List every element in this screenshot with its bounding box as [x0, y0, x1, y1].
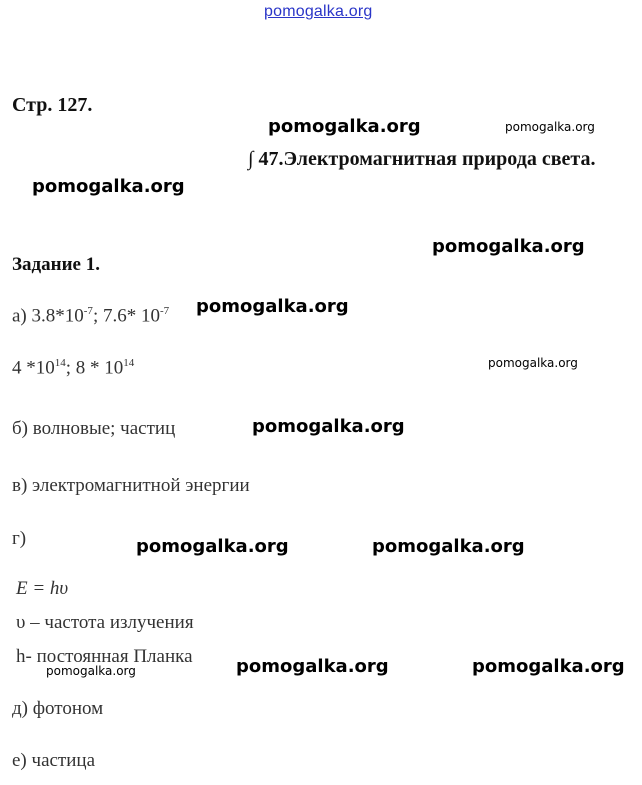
watermark-text: pomogalka.org [268, 116, 421, 137]
answer-a-line-1-exponent-2: -7 [159, 305, 170, 317]
answer-a-line-2-prefix: 4 *10 [12, 357, 55, 379]
answer-b: б) волновые; частиц [12, 418, 176, 439]
answer-a-line-2 [12, 357, 134, 379]
watermark-text: pomogalka.org [472, 656, 625, 677]
answer-v: в) электромагнитной энергии [12, 475, 250, 496]
section-title: ∫ 47.Электромагнитная природа света. [248, 148, 596, 170]
answer-a-line-2-exponent-2: 14 [123, 357, 135, 369]
watermark-text: pomogalka.org [196, 296, 349, 317]
formula-energy: E = hυ [16, 578, 69, 599]
definition-h: h- постоянная Планка [16, 646, 193, 667]
watermark-text: pomogalka.org [252, 416, 405, 437]
definition-nu: υ – частота излучения [16, 612, 194, 633]
answer-a-line-1-exponent-1: -7 [83, 305, 93, 317]
watermark-text: pomogalka.org [432, 236, 585, 257]
watermark-text: pomogalka.org [372, 536, 525, 557]
watermark-text: pomogalka.org [488, 356, 578, 370]
watermark-text: pomogalka.org [236, 656, 389, 677]
answer-d: д) фотоном [12, 698, 104, 719]
watermark-text: pomogalka.org [32, 176, 185, 197]
watermark-text: pomogalka.org [46, 664, 136, 678]
watermark-text: pomogalka.org [505, 120, 595, 134]
answer-g: г) [12, 528, 27, 549]
page-label: Стр. 127. [12, 94, 93, 116]
answer-a-line-1-mid: ; 7.6* 10 [92, 305, 160, 327]
watermark-text: pomogalka.org [136, 536, 289, 557]
answer-e: е) частица [12, 750, 96, 771]
answer-a-line-2-exponent-1: 14 [54, 357, 66, 369]
answer-a-line-2-mid: ; 8 * 10 [65, 357, 124, 379]
task-title: Задание 1. [12, 254, 100, 275]
top-watermark-link[interactable]: pomogalka.org [264, 3, 373, 20]
answer-a-line-1-prefix: а) 3.8*10 [12, 305, 84, 327]
answer-a-line-1 [12, 305, 169, 327]
